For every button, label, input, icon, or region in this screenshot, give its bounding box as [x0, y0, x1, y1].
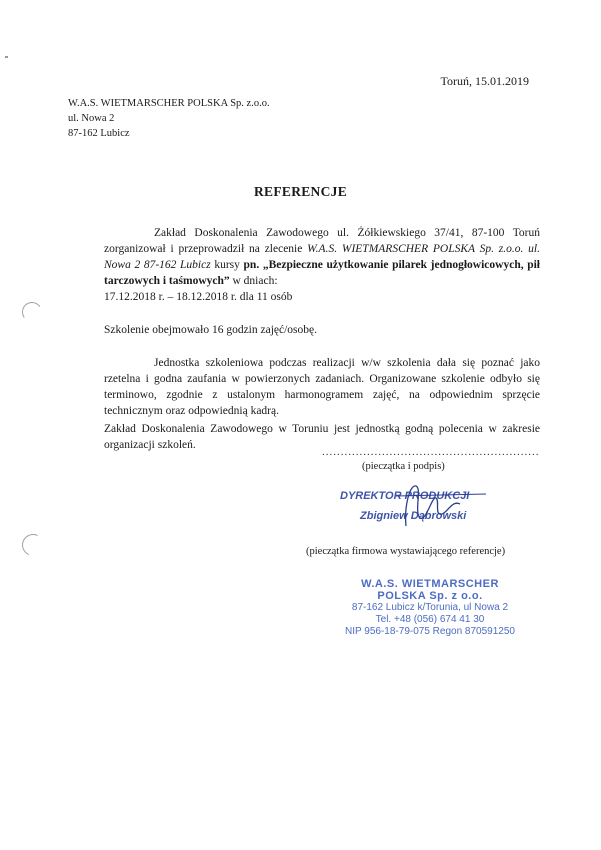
addressee-street: ul. Nowa 2: [68, 113, 115, 124]
course-dates: 17.12.2018 r. – 18.12.2018 r. dla 11 osób: [104, 291, 293, 303]
company-stamp: [330, 578, 530, 638]
stamp-company-name-2: POLSKA Sp. z o.o.: [377, 590, 483, 602]
handwritten-signature: [336, 476, 496, 534]
punch-hole-mark-bottom: [19, 531, 47, 559]
client-company-name: W.A.S. WIETMARSCHER POLSKA Sp. z.o.o. ul. Nowa 2 87-162 Lubicz: [104, 243, 541, 271]
course-text-part1: Zakład Doskonalenia Zawodowego ul. Żółkiewskiego 37/41, 87-100 Toruń zorganizował i przeprowadził na zlecenie: [104, 227, 540, 255]
paragraph-course-info: [104, 225, 540, 289]
paragraph-evaluation: Jednostka szkoleniowa podczas realizacji w/w szkolenia dała się poznać jako rzetelna i godna zaufania w powierzonych zadaniach. Organizowane szkolenie odbyło się terminowo, zgodnie z ustalonym harmonogramem zajęć, na odpowiednim sprzęcie technicznym oraz odpowiednią kadrą.: [104, 357, 540, 417]
course-text-part2: kursy: [210, 259, 244, 271]
paragraph-course-text: [104, 225, 540, 289]
course-name: pn. „Bezpieczne użytkowanie pilarek jednogłowicowych, pił tarczowych i taśmowych”: [104, 259, 540, 287]
edge-mark: [5, 56, 8, 58]
addressee-company: W.A.S. WIETMARSCHER POLSKA Sp. z.o.o.: [68, 98, 270, 109]
course-text-part3: w dniach:: [229, 275, 278, 287]
director-stamp-with-signature: [336, 476, 496, 534]
addressee-block: [68, 96, 270, 141]
stamp-phone: Tel. +48 (056) 674 41 30: [375, 614, 485, 625]
stamp-ids: NIP 956-18-79-075 Regon 870591250: [345, 626, 515, 637]
addressee-city: 87-162 Lubicz: [68, 128, 130, 139]
director-stamp-title: DYREKTOR PRODUKCJI: [340, 490, 470, 502]
signature-dotted-line: ..........................................................: [322, 446, 540, 458]
punch-hole-mark-top: [20, 300, 43, 323]
signature-caption: (pieczątka i podpis): [362, 461, 445, 472]
stamp-address: 87-162 Lubicz k/Torunia, ul Nowa 2: [351, 602, 509, 613]
document-title: REFERENCJE: [253, 184, 347, 199]
paragraph-recommendation: Zakład Doskonalenia Zawodowego w Toruniu jest jednostką godną polecenia w zakresie organizacji szkoleń.: [104, 423, 540, 451]
letter-date: Toruń, 15.01.2019: [440, 74, 529, 88]
paragraph-hours: Szkolenie obejmowało 16 godzin zajęć/osobę.: [104, 324, 318, 336]
director-stamp-name: Zbigniew Dąbrowski: [360, 510, 467, 522]
stamp-company-name-1: W.A.S. WIETMARSCHER: [361, 578, 499, 590]
company-stamp-caption: (pieczątka firmowa wystawiającego referencje): [306, 546, 506, 557]
